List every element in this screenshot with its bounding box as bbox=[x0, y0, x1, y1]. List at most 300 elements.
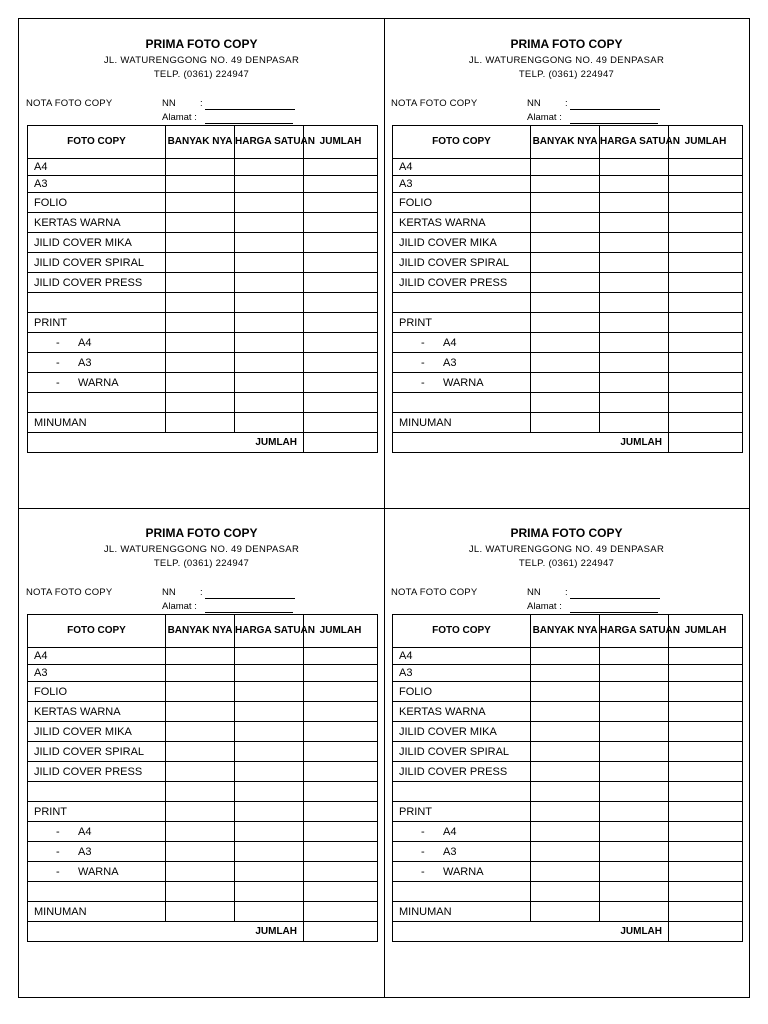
qty-cell[interactable] bbox=[531, 902, 600, 922]
nn-field[interactable] bbox=[570, 598, 660, 599]
item-label bbox=[393, 333, 531, 353]
total-cell[interactable] bbox=[669, 782, 743, 802]
item-label bbox=[393, 862, 531, 882]
qty-cell[interactable] bbox=[531, 353, 600, 373]
col-qty-header: BANYAK NYA bbox=[166, 126, 235, 159]
price-cell[interactable] bbox=[235, 393, 304, 413]
shop-name: PRIMA FOTO COPY bbox=[510, 526, 623, 540]
qty-cell[interactable] bbox=[531, 293, 600, 313]
item-label bbox=[393, 882, 531, 902]
item-label bbox=[393, 822, 531, 842]
total-cell[interactable] bbox=[669, 802, 743, 822]
sub-dash: - bbox=[421, 336, 425, 349]
table-header bbox=[28, 126, 378, 159]
qty-cell[interactable] bbox=[531, 193, 600, 213]
nota-label: NOTA FOTO COPY bbox=[26, 98, 113, 109]
table-row bbox=[393, 862, 743, 882]
price-cell[interactable] bbox=[235, 333, 304, 353]
total-cell[interactable] bbox=[669, 293, 743, 313]
price-cell[interactable] bbox=[600, 193, 669, 213]
price-cell[interactable] bbox=[235, 862, 304, 882]
qty-cell[interactable] bbox=[166, 702, 235, 722]
qty-cell[interactable] bbox=[166, 353, 235, 373]
table-row bbox=[393, 882, 743, 902]
nn-label: NN bbox=[527, 587, 541, 598]
qty-cell[interactable] bbox=[166, 648, 235, 665]
total-cell[interactable] bbox=[304, 802, 378, 822]
table-row bbox=[28, 233, 378, 253]
qty-cell[interactable] bbox=[166, 802, 235, 822]
qty-cell[interactable] bbox=[531, 742, 600, 762]
nn-colon: : bbox=[565, 587, 568, 598]
price-cell[interactable] bbox=[600, 373, 669, 393]
total-cell[interactable] bbox=[669, 822, 743, 842]
shop-address: JL. WATURENGGONG NO. 49 DENPASAR bbox=[103, 544, 300, 555]
total-cell[interactable] bbox=[669, 902, 743, 922]
table-row bbox=[28, 393, 378, 413]
qty-cell[interactable] bbox=[166, 413, 235, 433]
total-cell[interactable] bbox=[304, 233, 378, 253]
qty-cell[interactable] bbox=[531, 233, 600, 253]
grand-total-cell[interactable] bbox=[304, 922, 378, 942]
table-row bbox=[28, 702, 378, 722]
qty-cell[interactable] bbox=[166, 393, 235, 413]
price-cell[interactable] bbox=[600, 722, 669, 742]
total-cell[interactable] bbox=[304, 702, 378, 722]
table-row bbox=[393, 702, 743, 722]
qty-cell[interactable] bbox=[166, 665, 235, 682]
total-cell[interactable] bbox=[669, 193, 743, 213]
item-label: JILID COVER MIKA bbox=[393, 722, 531, 742]
price-cell[interactable] bbox=[600, 762, 669, 782]
table-row bbox=[28, 159, 378, 176]
sub-dash: - bbox=[421, 356, 425, 369]
price-cell[interactable] bbox=[235, 293, 304, 313]
total-cell[interactable] bbox=[304, 648, 378, 665]
item-label: A4 bbox=[393, 159, 531, 176]
nn-field[interactable] bbox=[205, 109, 295, 110]
qty-cell[interactable] bbox=[166, 742, 235, 762]
qty-cell[interactable] bbox=[531, 159, 600, 176]
price-cell[interactable] bbox=[235, 882, 304, 902]
price-cell[interactable] bbox=[600, 273, 669, 293]
price-cell[interactable] bbox=[235, 213, 304, 233]
item-label bbox=[393, 293, 531, 313]
col-item-header: FOTO COPY bbox=[393, 126, 531, 159]
item-label: KERTAS WARNA bbox=[393, 213, 531, 233]
shop-name: PRIMA FOTO COPY bbox=[145, 37, 258, 51]
total-row bbox=[393, 433, 743, 453]
total-cell[interactable] bbox=[304, 159, 378, 176]
price-cell[interactable] bbox=[600, 333, 669, 353]
price-cell[interactable] bbox=[600, 742, 669, 762]
qty-cell[interactable] bbox=[166, 762, 235, 782]
item-label: PRINT bbox=[393, 802, 531, 822]
total-cell[interactable] bbox=[669, 213, 743, 233]
price-cell[interactable] bbox=[235, 159, 304, 176]
table-row bbox=[393, 333, 743, 353]
grand-total-cell[interactable] bbox=[669, 433, 743, 453]
total-cell[interactable] bbox=[304, 293, 378, 313]
table-header bbox=[393, 615, 743, 648]
price-cell[interactable] bbox=[235, 233, 304, 253]
price-cell[interactable] bbox=[600, 842, 669, 862]
item-label bbox=[28, 842, 166, 862]
receipt bbox=[384, 508, 749, 997]
qty-cell[interactable] bbox=[166, 193, 235, 213]
price-cell[interactable] bbox=[600, 176, 669, 193]
total-cell[interactable] bbox=[669, 353, 743, 373]
total-cell[interactable] bbox=[669, 413, 743, 433]
total-cell[interactable] bbox=[304, 393, 378, 413]
alamat-label: Alamat : bbox=[527, 601, 562, 612]
total-cell[interactable] bbox=[304, 682, 378, 702]
total-label: JUMLAH bbox=[28, 922, 304, 942]
qty-cell[interactable] bbox=[166, 233, 235, 253]
qty-cell[interactable] bbox=[531, 273, 600, 293]
col-qty-header: BANYAK NYA bbox=[531, 615, 600, 648]
total-cell[interactable] bbox=[304, 902, 378, 922]
total-cell[interactable] bbox=[304, 253, 378, 273]
item-label: MINUMAN bbox=[393, 902, 531, 922]
price-cell[interactable] bbox=[235, 842, 304, 862]
item-label: FOLIO bbox=[393, 193, 531, 213]
shop-address: JL. WATURENGGONG NO. 49 DENPASAR bbox=[468, 544, 665, 555]
nn-label: NN bbox=[527, 98, 541, 109]
total-cell[interactable] bbox=[669, 722, 743, 742]
table-row bbox=[393, 193, 743, 213]
price-cell[interactable] bbox=[600, 682, 669, 702]
qty-cell[interactable] bbox=[166, 882, 235, 902]
table-row bbox=[393, 313, 743, 333]
qty-cell[interactable] bbox=[166, 293, 235, 313]
col-price-header: HARGA SATUAN bbox=[235, 126, 304, 159]
price-cell[interactable] bbox=[600, 902, 669, 922]
price-cell[interactable] bbox=[600, 802, 669, 822]
qty-cell[interactable] bbox=[166, 822, 235, 842]
alamat-field[interactable] bbox=[205, 123, 293, 124]
total-label: JUMLAH bbox=[393, 433, 669, 453]
total-cell[interactable] bbox=[304, 782, 378, 802]
grand-total-cell[interactable] bbox=[304, 433, 378, 453]
total-cell[interactable] bbox=[669, 862, 743, 882]
total-cell[interactable] bbox=[304, 862, 378, 882]
item-label: FOLIO bbox=[28, 193, 166, 213]
qty-cell[interactable] bbox=[531, 313, 600, 333]
qty-cell[interactable] bbox=[166, 902, 235, 922]
shop-phone: TELP. (0361) 224947 bbox=[518, 69, 615, 80]
price-cell[interactable] bbox=[235, 665, 304, 682]
item-label bbox=[28, 353, 166, 373]
price-cell[interactable] bbox=[235, 802, 304, 822]
table-row bbox=[28, 802, 378, 822]
qty-cell[interactable] bbox=[531, 253, 600, 273]
qty-cell[interactable] bbox=[531, 413, 600, 433]
price-cell[interactable] bbox=[235, 353, 304, 373]
total-cell[interactable] bbox=[304, 722, 378, 742]
total-cell[interactable] bbox=[304, 373, 378, 393]
nota-label: NOTA FOTO COPY bbox=[26, 587, 113, 598]
table-row bbox=[28, 273, 378, 293]
total-cell[interactable] bbox=[669, 882, 743, 902]
total-cell[interactable] bbox=[669, 393, 743, 413]
table-row bbox=[28, 253, 378, 273]
qty-cell[interactable] bbox=[531, 213, 600, 233]
price-cell[interactable] bbox=[235, 782, 304, 802]
item-label: MINUMAN bbox=[393, 413, 531, 433]
price-cell[interactable] bbox=[235, 682, 304, 702]
sub-dash: - bbox=[421, 845, 425, 858]
alamat-field[interactable] bbox=[570, 612, 658, 613]
nn-label: NN bbox=[162, 98, 176, 109]
qty-cell[interactable] bbox=[531, 822, 600, 842]
qty-cell[interactable] bbox=[166, 213, 235, 233]
sub-item-label: A4 bbox=[443, 336, 457, 349]
total-cell[interactable] bbox=[669, 159, 743, 176]
price-cell[interactable] bbox=[235, 648, 304, 665]
qty-cell[interactable] bbox=[166, 373, 235, 393]
total-cell[interactable] bbox=[669, 648, 743, 665]
total-label: JUMLAH bbox=[393, 922, 669, 942]
col-price-header: HARGA SATUAN bbox=[235, 615, 304, 648]
qty-cell[interactable] bbox=[166, 273, 235, 293]
total-cell[interactable] bbox=[304, 882, 378, 902]
col-total-header: JUMLAH bbox=[304, 615, 378, 648]
item-label bbox=[28, 882, 166, 902]
qty-cell[interactable] bbox=[166, 253, 235, 273]
grand-total-cell[interactable] bbox=[669, 922, 743, 942]
table-header bbox=[393, 126, 743, 159]
table-row bbox=[28, 722, 378, 742]
qty-cell[interactable] bbox=[166, 333, 235, 353]
table-row bbox=[393, 782, 743, 802]
price-cell[interactable] bbox=[600, 665, 669, 682]
price-cell[interactable] bbox=[235, 313, 304, 333]
shop-name: PRIMA FOTO COPY bbox=[510, 37, 623, 51]
total-cell[interactable] bbox=[304, 273, 378, 293]
sub-dash: - bbox=[421, 865, 425, 878]
item-label bbox=[28, 782, 166, 802]
total-cell[interactable] bbox=[304, 333, 378, 353]
qty-cell[interactable] bbox=[531, 702, 600, 722]
nn-field[interactable] bbox=[205, 598, 295, 599]
items-table bbox=[27, 614, 378, 942]
qty-cell[interactable] bbox=[531, 722, 600, 742]
qty-cell[interactable] bbox=[166, 159, 235, 176]
qty-cell[interactable] bbox=[531, 648, 600, 665]
price-cell[interactable] bbox=[235, 742, 304, 762]
price-cell[interactable] bbox=[600, 159, 669, 176]
qty-cell[interactable] bbox=[166, 313, 235, 333]
total-cell[interactable] bbox=[304, 213, 378, 233]
price-cell[interactable] bbox=[235, 902, 304, 922]
col-item-header: FOTO COPY bbox=[393, 615, 531, 648]
col-total-header: JUMLAH bbox=[304, 126, 378, 159]
item-label: JILID COVER MIKA bbox=[28, 722, 166, 742]
total-cell[interactable] bbox=[669, 762, 743, 782]
sub-dash: - bbox=[56, 825, 60, 838]
item-label: FOLIO bbox=[393, 682, 531, 702]
sub-dash: - bbox=[421, 825, 425, 838]
total-label: JUMLAH bbox=[28, 433, 304, 453]
qty-cell[interactable] bbox=[531, 782, 600, 802]
total-cell[interactable] bbox=[669, 333, 743, 353]
table-row bbox=[28, 373, 378, 393]
price-cell[interactable] bbox=[235, 822, 304, 842]
total-cell[interactable] bbox=[669, 702, 743, 722]
qty-cell[interactable] bbox=[166, 862, 235, 882]
shop-address: JL. WATURENGGONG NO. 49 DENPASAR bbox=[468, 55, 665, 66]
item-label bbox=[28, 862, 166, 882]
table-row bbox=[393, 273, 743, 293]
price-cell[interactable] bbox=[600, 253, 669, 273]
shop-address: JL. WATURENGGONG NO. 49 DENPASAR bbox=[103, 55, 300, 66]
table-row bbox=[393, 253, 743, 273]
item-label: A4 bbox=[393, 648, 531, 665]
total-cell[interactable] bbox=[304, 353, 378, 373]
sub-dash: - bbox=[56, 376, 60, 389]
sub-dash: - bbox=[56, 336, 60, 349]
total-cell[interactable] bbox=[669, 273, 743, 293]
items-table bbox=[392, 614, 743, 942]
sub-item-label: A3 bbox=[443, 356, 457, 369]
price-cell[interactable] bbox=[600, 822, 669, 842]
total-cell[interactable] bbox=[304, 822, 378, 842]
qty-cell[interactable] bbox=[166, 782, 235, 802]
qty-cell[interactable] bbox=[531, 393, 600, 413]
alamat-label: Alamat : bbox=[162, 112, 197, 123]
price-cell[interactable] bbox=[600, 293, 669, 313]
price-cell[interactable] bbox=[600, 213, 669, 233]
sub-item-label: WARNA bbox=[443, 376, 484, 389]
total-cell[interactable] bbox=[304, 413, 378, 433]
sub-item-label: A4 bbox=[78, 336, 92, 349]
total-cell[interactable] bbox=[304, 313, 378, 333]
item-label: KERTAS WARNA bbox=[28, 213, 166, 233]
receipt bbox=[19, 508, 384, 997]
table-row bbox=[28, 862, 378, 882]
table-header bbox=[28, 615, 378, 648]
price-cell[interactable] bbox=[600, 413, 669, 433]
table-row bbox=[28, 353, 378, 373]
table-row bbox=[28, 333, 378, 353]
price-cell[interactable] bbox=[235, 193, 304, 213]
item-label: A3 bbox=[393, 665, 531, 682]
item-label bbox=[393, 842, 531, 862]
col-total-header: JUMLAH bbox=[669, 126, 743, 159]
qty-cell[interactable] bbox=[531, 762, 600, 782]
item-label: MINUMAN bbox=[28, 413, 166, 433]
qty-cell[interactable] bbox=[166, 842, 235, 862]
total-cell[interactable] bbox=[304, 193, 378, 213]
table-row bbox=[28, 193, 378, 213]
table-row bbox=[28, 665, 378, 682]
qty-cell[interactable] bbox=[531, 333, 600, 353]
price-cell[interactable] bbox=[600, 313, 669, 333]
price-cell[interactable] bbox=[235, 253, 304, 273]
item-label: JILID COVER MIKA bbox=[28, 233, 166, 253]
sub-item-label: A3 bbox=[78, 845, 92, 858]
qty-cell[interactable] bbox=[531, 882, 600, 902]
total-cell[interactable] bbox=[304, 842, 378, 862]
total-cell[interactable] bbox=[669, 176, 743, 193]
total-cell[interactable] bbox=[669, 373, 743, 393]
qty-cell[interactable] bbox=[531, 373, 600, 393]
total-cell[interactable] bbox=[304, 742, 378, 762]
nn-label: NN bbox=[162, 587, 176, 598]
qty-cell[interactable] bbox=[531, 665, 600, 682]
price-cell[interactable] bbox=[235, 176, 304, 193]
qty-cell[interactable] bbox=[166, 722, 235, 742]
price-cell[interactable] bbox=[235, 413, 304, 433]
price-cell[interactable] bbox=[235, 722, 304, 742]
price-cell[interactable] bbox=[600, 393, 669, 413]
total-cell[interactable] bbox=[669, 742, 743, 762]
price-cell[interactable] bbox=[600, 648, 669, 665]
total-cell[interactable] bbox=[669, 313, 743, 333]
item-label bbox=[28, 333, 166, 353]
price-cell[interactable] bbox=[235, 762, 304, 782]
price-cell[interactable] bbox=[235, 702, 304, 722]
table-row bbox=[393, 842, 743, 862]
price-cell[interactable] bbox=[600, 882, 669, 902]
alamat-field[interactable] bbox=[570, 123, 658, 124]
price-cell[interactable] bbox=[600, 782, 669, 802]
sub-item-label: A4 bbox=[443, 825, 457, 838]
table-row bbox=[393, 665, 743, 682]
table-row bbox=[393, 293, 743, 313]
qty-cell[interactable] bbox=[166, 682, 235, 702]
total-cell[interactable] bbox=[669, 253, 743, 273]
total-cell[interactable] bbox=[669, 842, 743, 862]
qty-cell[interactable] bbox=[531, 682, 600, 702]
table-row bbox=[393, 353, 743, 373]
item-label: A3 bbox=[28, 665, 166, 682]
total-cell[interactable] bbox=[669, 233, 743, 253]
qty-cell[interactable] bbox=[531, 802, 600, 822]
item-label: JILID COVER SPIRAL bbox=[28, 742, 166, 762]
table-row bbox=[28, 782, 378, 802]
price-cell[interactable] bbox=[600, 233, 669, 253]
qty-cell[interactable] bbox=[531, 862, 600, 882]
total-cell[interactable] bbox=[304, 176, 378, 193]
total-cell[interactable] bbox=[669, 682, 743, 702]
qty-cell[interactable] bbox=[531, 176, 600, 193]
item-label: A4 bbox=[28, 648, 166, 665]
sub-dash: - bbox=[56, 845, 60, 858]
item-label bbox=[28, 822, 166, 842]
nota-label: NOTA FOTO COPY bbox=[391, 587, 478, 598]
price-cell[interactable] bbox=[600, 353, 669, 373]
nn-field[interactable] bbox=[570, 109, 660, 110]
table-row bbox=[393, 742, 743, 762]
price-cell[interactable] bbox=[235, 373, 304, 393]
alamat-field[interactable] bbox=[205, 612, 293, 613]
table-row bbox=[28, 176, 378, 193]
table-row bbox=[393, 373, 743, 393]
table-row bbox=[28, 742, 378, 762]
price-cell[interactable] bbox=[600, 862, 669, 882]
table-row bbox=[393, 902, 743, 922]
qty-cell[interactable] bbox=[531, 842, 600, 862]
total-cell[interactable] bbox=[669, 665, 743, 682]
total-cell[interactable] bbox=[304, 665, 378, 682]
price-cell[interactable] bbox=[235, 273, 304, 293]
item-label: A4 bbox=[28, 159, 166, 176]
qty-cell[interactable] bbox=[166, 176, 235, 193]
total-cell[interactable] bbox=[304, 762, 378, 782]
price-cell[interactable] bbox=[600, 702, 669, 722]
